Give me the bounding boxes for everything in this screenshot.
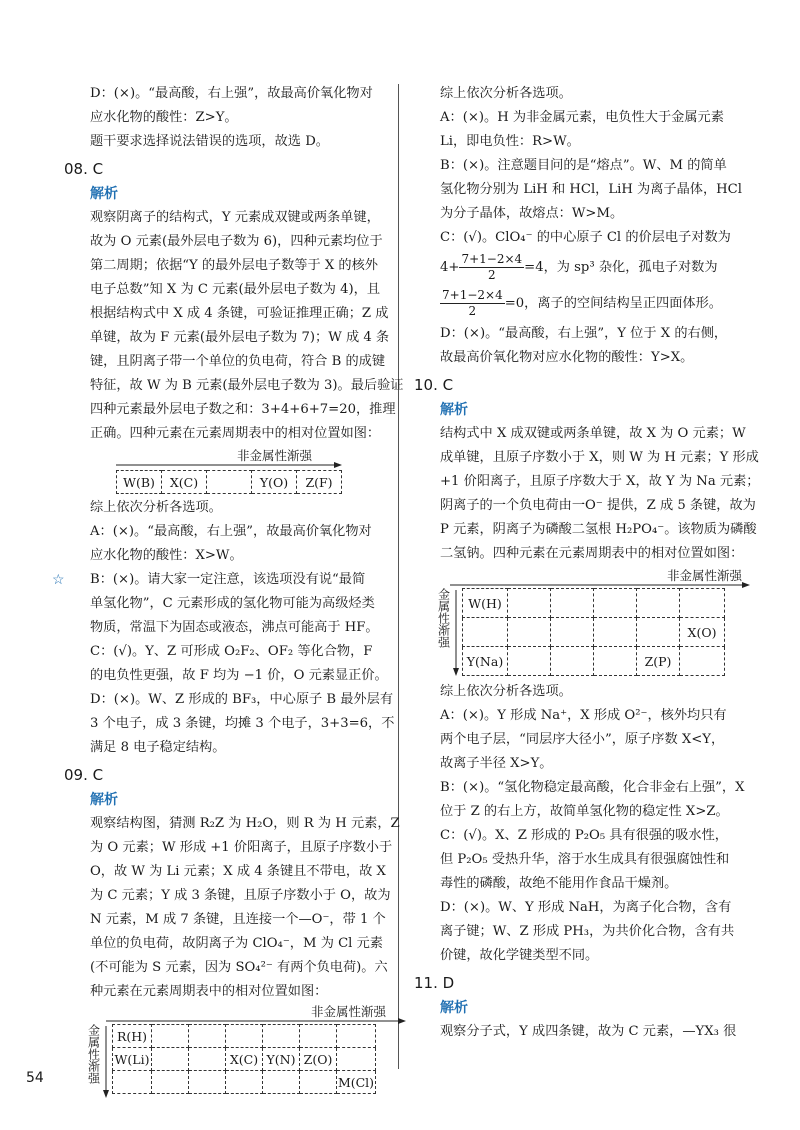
table-cell: Y(N): [263, 1048, 300, 1071]
analysis-heading: 解析: [440, 1000, 468, 1016]
table-cell: [152, 1071, 189, 1094]
text-span: B：(×)。请大家一定注意，该选项没有说“最简: [90, 572, 366, 587]
denominator: 2: [468, 304, 477, 318]
denominator: 2: [487, 268, 496, 282]
text-line: A：(×)。“最高酸，右上强”，故最高价氧化物对: [90, 524, 372, 539]
text-line: 故最高价氧化物对应水化物的酸性：Y>X。: [440, 350, 694, 365]
text-line: 电子总数”知 X 为 C 元素(最外层电子数为 4)，且: [90, 282, 381, 297]
table-cell: Z(O): [300, 1048, 337, 1071]
text-line: 综上依次分析各选项。: [440, 684, 572, 699]
text-line: 根据结构式中 X 成 4 条键，可验证推理正确；Z 成: [90, 306, 389, 321]
table-cell: Z(F): [297, 471, 342, 494]
text-line: 价键，故化学键类型不同。: [440, 948, 599, 963]
text-line: 但 P₂O₅ 受热升华，溶于水生成具有很强腐蚀性和: [440, 852, 730, 867]
text-span: =0，离子的空间结构呈正四面体形。: [504, 296, 722, 311]
text-line: 二氢钠。四种元素在元素周期表中的相对位置如图：: [440, 546, 744, 561]
text-line: 单键，故为 F 元素(最外层电子数为 7)；W 成 4 条: [90, 330, 390, 345]
text-line: 观察结构图，猜测 R₂Z 为 H₂O，则 R 为 H 元素，Z: [90, 816, 400, 831]
text-line: 应水化物的酸性：Z>Y。: [90, 110, 238, 125]
text-line: A：(×)。H 为非金属元素，电负性大于金属元素: [440, 110, 724, 125]
table-cell: X(O): [680, 618, 725, 647]
text-line: B：(×)。“氢化物稳定最高酸，化合非金右上强”，X: [440, 780, 745, 795]
question-number-10: 10. C: [414, 376, 454, 394]
text-line: C：(√)。Y、Z 可形成 O₂F₂、OF₂ 等化合物，F: [90, 644, 373, 659]
table-cell: [189, 1048, 226, 1071]
table-cell: [508, 647, 551, 676]
fraction: [459, 252, 524, 283]
table-cell: [300, 1025, 337, 1048]
text-line: 四种元素最外层电子数之和：3+4+6+7=20，推理: [90, 402, 396, 417]
analysis-heading: 解析: [90, 186, 118, 202]
text-line: N 元素，M 成 7 条键，且连接一个—O⁻，带 1 个: [90, 912, 386, 927]
text-line: 题干要求选择说法错误的选项，故选 D。: [90, 134, 329, 149]
table-cell: [226, 1025, 263, 1048]
text-line: 结构式中 X 成双键或两条单键，故 X 为 O 元素；W: [440, 426, 746, 441]
text-line: 物质，常温下为固态或液态，沸点可能高于 HF。: [90, 620, 379, 635]
text-line: 故离子半径 X>Y。: [440, 756, 553, 771]
periodic-position-diagram-1: [64, 448, 416, 494]
table-cell: [508, 589, 551, 618]
table-cell: [263, 1025, 300, 1048]
table-cell: X(C): [162, 471, 207, 494]
text-line: (不可能为 S 元素，因为 SO₄²⁻ 有两个负电荷)。六: [90, 960, 388, 975]
star-icon: ☆: [52, 572, 65, 588]
text-line: 综上依次分析各选项。: [440, 86, 572, 101]
text-line: 3 个电子，成 3 条键，均摊 3 个电子，3+3=6，不: [90, 716, 395, 731]
text-line: 毒性的磷酸，故绝不能用作食品干燥剂。: [440, 876, 678, 891]
text-line: 为 C 元素；Y 成 3 条键，且原子序数小于 O，故为: [90, 888, 391, 903]
table-cell: W(Li): [113, 1048, 152, 1071]
table-cell: [189, 1025, 226, 1048]
text-line: O，故 W 为 Li 元素；X 成 4 条键且不带电，故 X: [90, 864, 386, 879]
text-line: B：(×)。注意题目问的是“熔点”。W、M 的简单: [440, 158, 727, 173]
table-cell: [463, 618, 508, 647]
text-line: 观察阴离子的结构式，Y 元素成双键或两条单键，: [90, 210, 380, 225]
text-span: =4，为 sp³ 杂化，孤电子对数为: [524, 260, 718, 275]
table-cell: [680, 589, 725, 618]
text-line: 满足 8 电子稳定结构。: [90, 740, 226, 755]
table-cell: [152, 1025, 189, 1048]
text-line: D：(×)。W、Y 形成 NaH，为离子化合物，含有: [440, 900, 732, 915]
text-line: P 元素，阴离子为磷酸二氢根 H₂PO₄⁻。该物质为磷酸: [440, 522, 757, 537]
text-line: 特征，故 W 为 B 元素(最外层电子数为 3)。最后验证: [90, 378, 404, 393]
page-number: 54: [26, 1070, 44, 1086]
table-cell: Y(O): [252, 471, 297, 494]
table-cell: [594, 647, 637, 676]
text-line: 键，且阴离子带一个单位的负电荷，符合 B 的成键: [90, 354, 386, 369]
table-cell: [551, 589, 594, 618]
text-line: 两个电子层，“同层序大径小”，原子序数 X<Y，: [440, 732, 725, 747]
side-label-text: 金属性渐强: [436, 588, 451, 648]
periodic-position-diagram-2: [64, 1004, 416, 1094]
table-cell: [680, 647, 725, 676]
text-line: 为 O 元素；W 形成 +1 价阳离子，且原子序数小于: [90, 840, 393, 855]
down-arrow-icon: [452, 590, 460, 676]
table-cell: X(C): [226, 1048, 263, 1071]
question-number-09: 09. C: [64, 766, 104, 784]
table-cell: [113, 1071, 152, 1094]
side-label-text: 金属性渐强: [86, 1024, 101, 1084]
text-line: C：(√)。ClO₄⁻ 的中心原子 Cl 的价层电子对数为: [440, 230, 731, 245]
table-cell: M(Cl): [337, 1071, 376, 1094]
vertical-label: [86, 1024, 100, 1087]
text-line: D：(×)。W、Z 形成的 BF₃，中心原子 B 最外层有: [90, 692, 394, 707]
down-arrow-icon: [102, 1026, 110, 1098]
table-cell: [152, 1048, 189, 1071]
table-cell: [594, 589, 637, 618]
table-cell: [551, 647, 594, 676]
text-line: 的电负性更强，故 F 均为 −1 价，O 元素显正价。: [90, 668, 388, 683]
element-table: [112, 1024, 376, 1094]
text-line: 综上依次分析各选项。: [90, 500, 222, 515]
right-arrow-icon: [116, 461, 342, 469]
analysis-heading: 解析: [440, 402, 468, 418]
text-line: 位于 Z 的右上方，故简单氢化物的稳定性 X>Z。: [440, 804, 729, 819]
table-cell: [337, 1048, 376, 1071]
periodic-position-diagram-3: [414, 568, 766, 676]
text-line: 成单键，且原子序数小于 X，则 W 为 H 元素；Y 形成: [440, 450, 759, 465]
question-number-11: 11. D: [414, 974, 455, 992]
table-cell: [337, 1025, 376, 1048]
text-line: 阴离子的一个负电荷由一O⁻ 提供，Z 成 5 条键，故为: [440, 498, 756, 513]
arrow-label: 非金属性渐强: [666, 568, 742, 583]
table-cell: [637, 618, 680, 647]
arrow-label: 非金属性渐强: [310, 1004, 386, 1019]
table-cell: [508, 618, 551, 647]
table-cell: [551, 618, 594, 647]
table-cell: Z(P): [637, 647, 680, 676]
text-line: C：(√)。X、Z 形成的 P₂O₅ 具有很强的吸水性，: [440, 828, 728, 843]
left-column: [52, 82, 416, 1094]
text-line: 为分子晶体，故熔点：W>M。: [440, 206, 624, 221]
fraction: [440, 288, 505, 319]
analysis-heading: 解析: [90, 792, 118, 808]
vertical-label: [436, 588, 450, 651]
text-line: 离子键；W、Z 形成 PH₃，为共价化合物，含有共: [440, 924, 735, 939]
text-line: 应水化物的酸性：X>W。: [90, 548, 243, 563]
formula-line: [414, 250, 766, 286]
text-line: Li，即电负性：R>W。: [440, 134, 580, 149]
numerator: 7+1−2×4: [461, 252, 523, 266]
text-line: 种元素在元素周期表中的相对位置如图：: [90, 984, 328, 999]
table-cell: [226, 1071, 263, 1094]
text-line: +1 价阳离子，且原子序数大于 X，故 Y 为 Na 元素；: [440, 474, 760, 489]
text-line: 氢化物分别为 LiH 和 HCl，LiH 为离子晶体，HCl: [440, 182, 742, 197]
numerator: 7+1−2×4: [442, 288, 503, 302]
table-cell: Y(Na): [463, 647, 508, 676]
table-cell: W(B): [117, 471, 162, 494]
table-cell: [300, 1071, 337, 1094]
table-cell: [263, 1071, 300, 1094]
table-cell: W(H): [463, 589, 508, 618]
text-line: [52, 568, 416, 592]
right-column: [414, 82, 766, 1044]
table-cell: [189, 1071, 226, 1094]
text-line: A：(×)。Y 形成 Na⁺，X 形成 O²⁻，核外均只有: [440, 708, 727, 723]
element-table: [462, 588, 725, 676]
formula-line: [414, 286, 766, 322]
table-cell: R(H): [113, 1025, 152, 1048]
text-line: 故为 O 元素(最外层电子数为 6)，四种元素均位于: [90, 234, 383, 249]
text-line: D：(×)。“最高酸，右上强”，Y 位于 X 的右侧，: [440, 326, 728, 341]
text-span: 4+: [440, 260, 460, 275]
text-line: 正确。四种元素在元素周期表中的相对位置如图：: [90, 426, 381, 441]
arrow-label: 非金属性渐强: [236, 448, 312, 463]
text-line: 第二周期；依据“Y 的最外层电子数等于 X 的核外: [90, 258, 378, 273]
text-line: 单位的负电荷，故阴离子为 ClO₄⁻，M 为 Cl 元素: [90, 936, 383, 951]
element-table: [116, 470, 342, 494]
table-cell: [637, 589, 680, 618]
text-line: D：(×)。“最高酸，右上强”，故最高价氧化物对: [90, 86, 373, 101]
text-line: 单氢化物”，C 元素形成的氢化物可能为高级烃类: [90, 596, 375, 611]
table-cell: [594, 618, 637, 647]
text-line: 观察分子式，Y 成四条键，故为 C 元素，—YX₃ 很: [440, 1024, 737, 1039]
question-number-08: 08. C: [64, 160, 104, 178]
table-cell: [207, 471, 252, 494]
